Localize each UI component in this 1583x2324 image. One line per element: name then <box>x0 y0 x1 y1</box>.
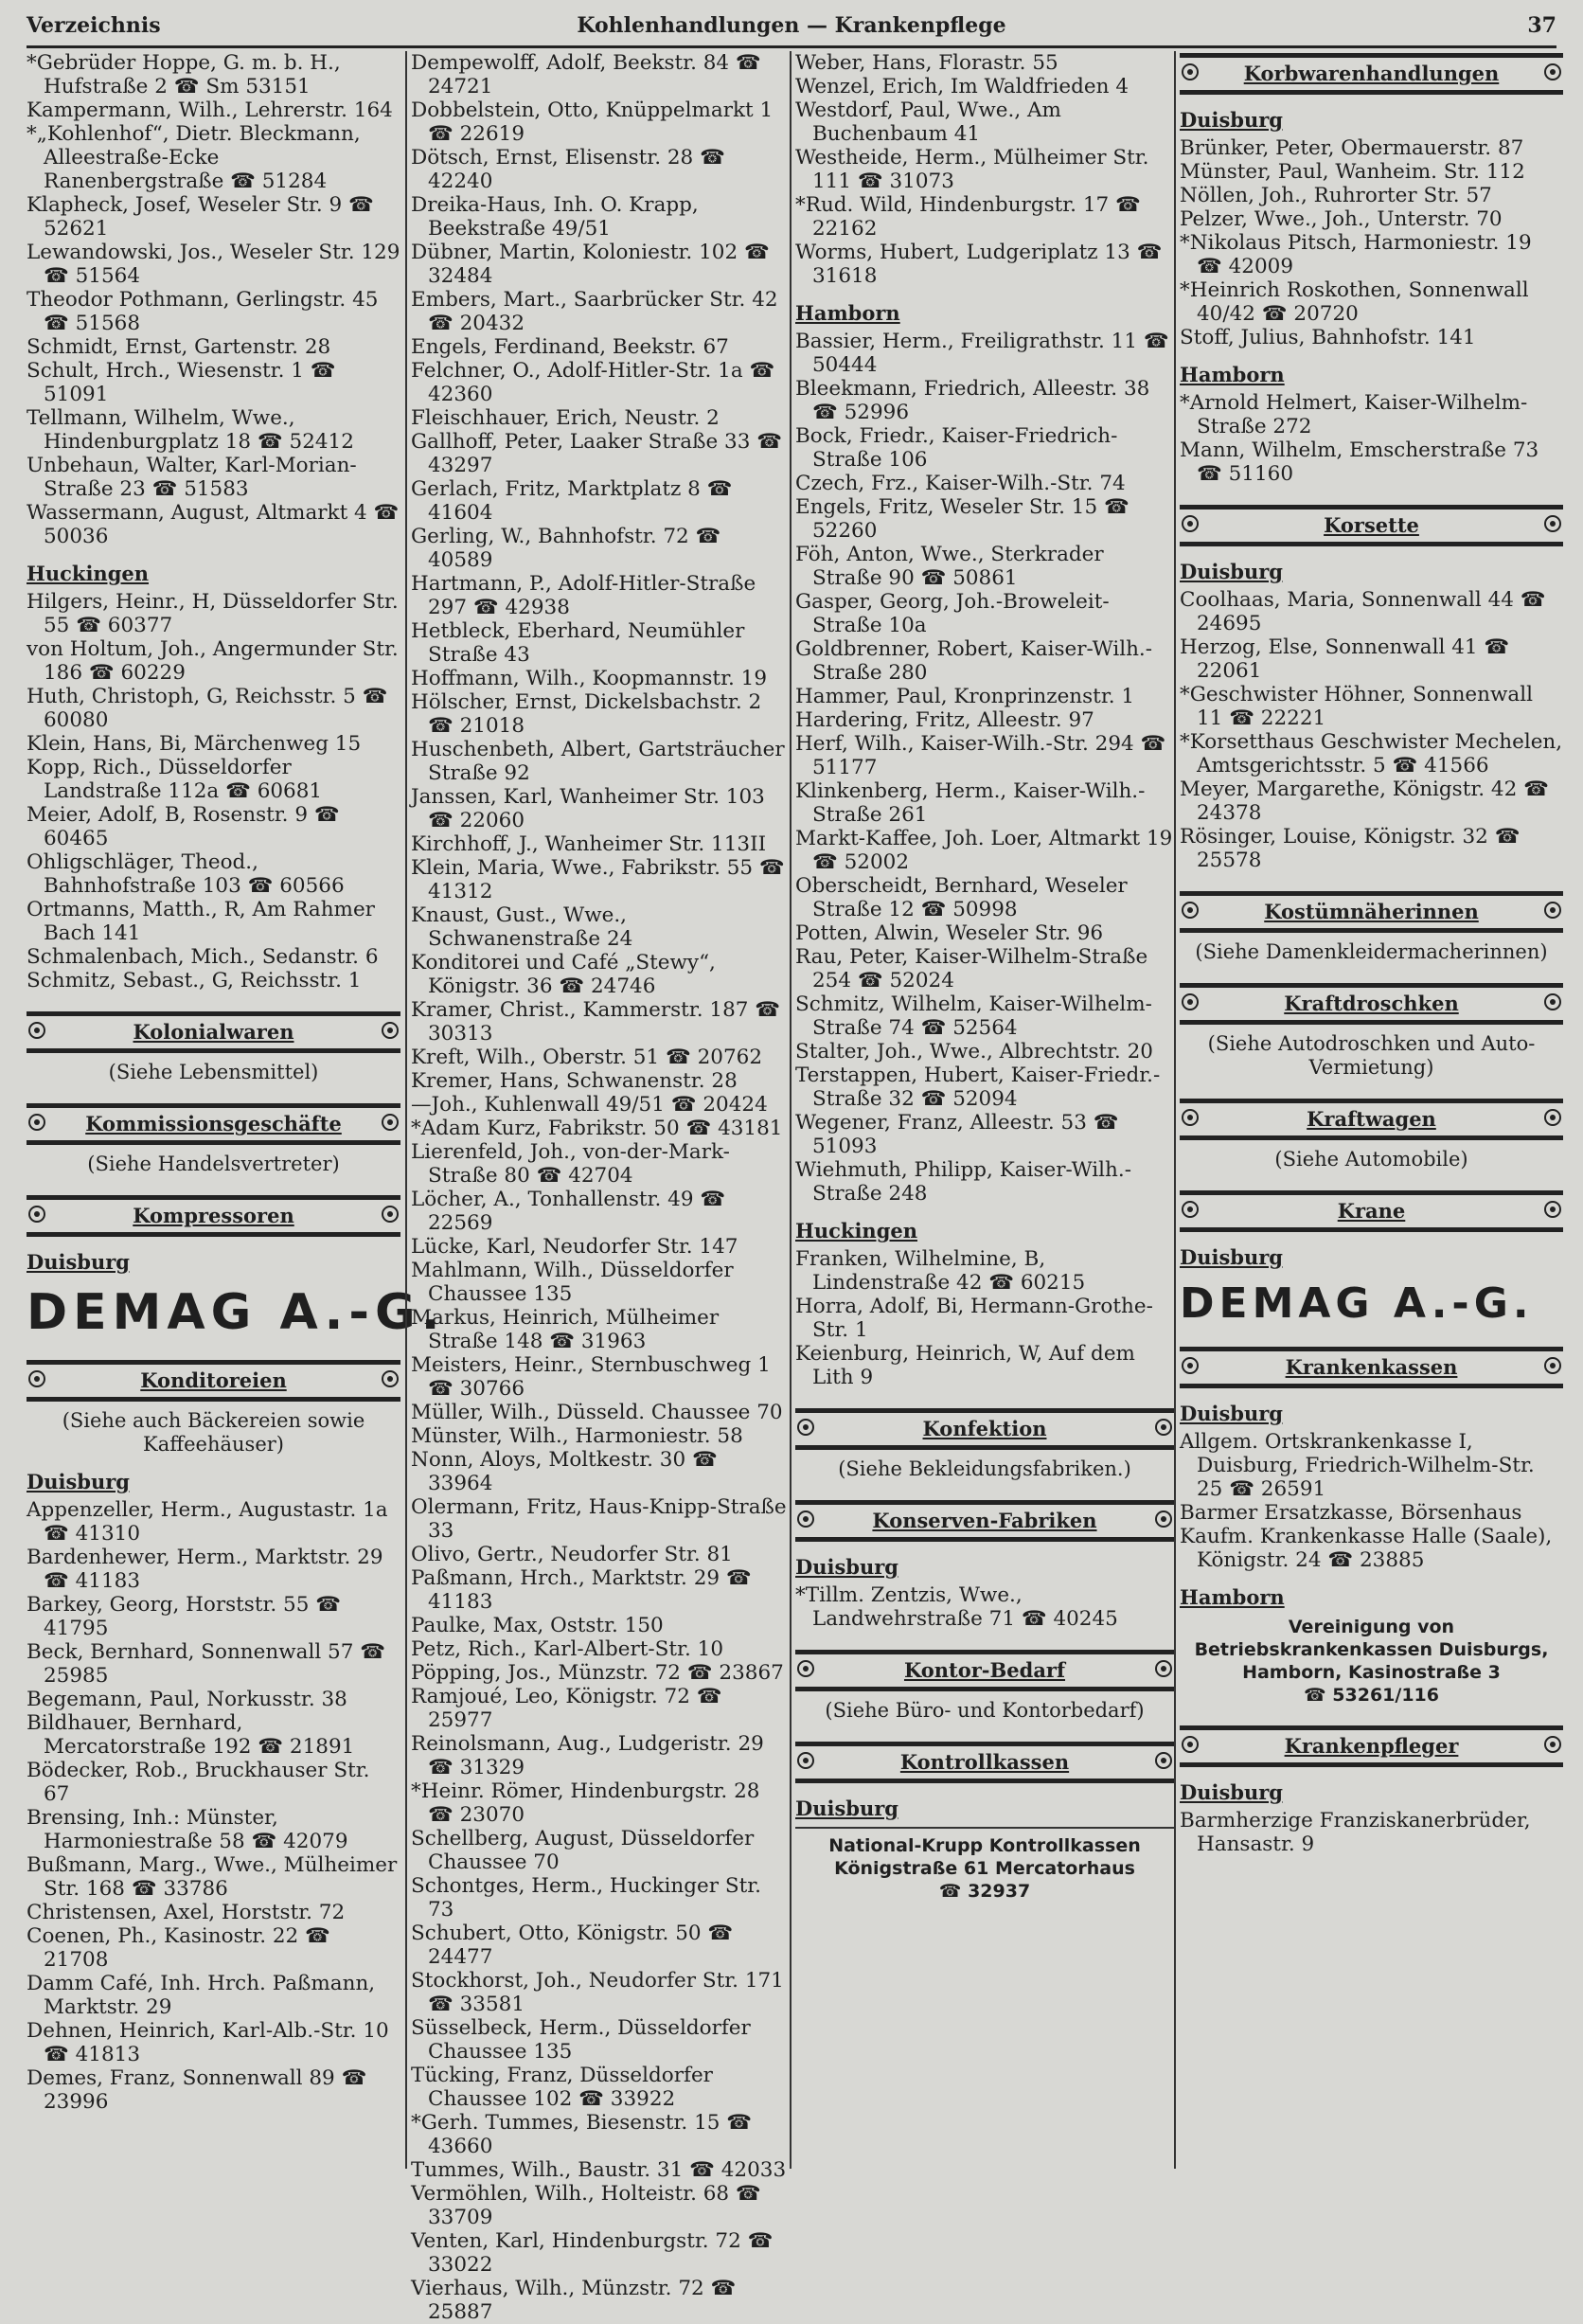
list-item: Schmalenbach, Mich., Sedanstr. 6 <box>27 945 379 969</box>
bullet-icon <box>1544 1357 1561 1374</box>
list-item: Münster, Wilh., Harmoniestr. 58 <box>411 1424 743 1448</box>
list-huckingen <box>795 1247 1174 1389</box>
list-item: Theodor Pothmann, Gerlingstr. 45 ☎ 51568 <box>27 288 379 335</box>
list-item: Mahlmann, Wilh., Düsseldorfer Chaussee 135 <box>411 1259 734 1306</box>
list-item: Stalter, Joh., Wwe., Albrechtstr. 20 <box>795 1040 1153 1064</box>
list-item: Markus, Heinrich, Mülheimer Straße 148 ☎ 31963 <box>411 1306 720 1353</box>
list-item: *Arnold Helmert, Kaiser-Wilhelm-Straße 272 <box>1180 391 1528 438</box>
advertisement <box>1180 1616 1563 1707</box>
bullet-icon <box>1544 993 1561 1010</box>
city-heading: Duisburg <box>1180 560 1283 583</box>
list-item: Dreika-Haus, Inh. O. Krapp, Beekstraße 49/51 <box>411 193 699 241</box>
list-item: Weber, Hans, Florastr. 55 <box>795 51 1058 75</box>
page-number: 37 <box>1527 13 1556 38</box>
list-item: *Adam Kurz, Fabrikstr. 50 ☎ 43181 <box>411 1117 783 1140</box>
list-item: Nöllen, Joh., Ruhrorter Str. 57 <box>1180 184 1492 207</box>
list-item: Horra, Adolf, Bi, Hermann-Grothe-Str. 1 <box>795 1295 1153 1342</box>
ad-line: National-Krupp Kontrollkassen <box>828 1835 1141 1856</box>
category-heading <box>795 1408 1174 1450</box>
list-item: Schellberg, August, Düsseldorfer Chaussee 70 <box>411 1827 755 1874</box>
list-item: Dötsch, Ernst, Elisenstr. 28 ☎ 42240 <box>411 146 725 193</box>
category-title: Kraftwagen <box>1307 1107 1436 1131</box>
list-item: *Heinrich Roskothen, Sonnenwall 40/42 ☎ 20720 <box>1180 278 1529 326</box>
column-1 <box>27 51 446 2169</box>
column-4 <box>1174 51 1563 2169</box>
list-item: Barmer Ersatzkasse, Börsenhaus <box>1180 1501 1522 1525</box>
list-item: Klein, Maria, Wwe., Fabrikstr. 55 ☎ 41312 <box>411 856 785 903</box>
list-item: Gasper, Georg, Joh.-Broweleit-Straße 10a <box>795 590 1110 637</box>
ad-line: ☎ 32937 <box>938 1881 1031 1902</box>
list-item: Barmherzige Franziskanerbrüder, Hansastr. 9 <box>1180 1809 1531 1856</box>
category-title: Krankenkassen <box>1285 1355 1458 1379</box>
category-heading <box>795 1742 1174 1783</box>
demag-ad: DEMAG A.-G. <box>1180 1279 1534 1328</box>
list-item: Barkey, Georg, Horststr. 55 ☎ 41795 <box>27 1593 342 1640</box>
list-item: Paßmann, Hrch., Marktstr. 29 ☎ 41183 <box>411 1566 752 1614</box>
bullet-icon <box>1544 1736 1561 1753</box>
list-item: Ramjoué, Leo, Königstr. 72 ☎ 25977 <box>411 1685 722 1732</box>
list-item: Olermann, Fritz, Haus-Knipp-Straße 33 <box>411 1495 787 1543</box>
bullet-icon <box>1544 1201 1561 1218</box>
bullet-icon <box>382 1206 399 1223</box>
list-item: Klinkenberg, Herm., Kaiser-Wilh.-Straße 261 <box>795 779 1146 827</box>
list-item: Meyer, Margarethe, Königstr. 42 ☎ 24378 <box>1180 778 1549 825</box>
list-item: Embers, Mart., Saarbrücker Str. 42 ☎ 20432 <box>411 288 778 335</box>
ad-line: Königstraße 61 Mercatorhaus <box>834 1858 1135 1879</box>
bullet-icon <box>1155 1419 1172 1436</box>
category-title: Konditoreien <box>140 1368 287 1392</box>
list-item: Vermöhlen, Wilh., Holteistr. 68 ☎ 33709 <box>411 2182 761 2229</box>
category-title: Kommissionsgeschäfte <box>85 1112 342 1135</box>
list-hamborn <box>795 330 1174 1206</box>
bullet-icon <box>1544 63 1561 80</box>
bullet-icon <box>1155 1660 1172 1677</box>
list-korbwaren <box>1180 136 1563 349</box>
city-heading: Hamborn <box>1180 363 1285 386</box>
list-item: Bleekmann, Friedrich, Alleestr. 38 ☎ 52996 <box>795 377 1150 424</box>
list-item: Markt-Kaffee, Joh. Loer, Altmarkt 19 ☎ 52002 <box>795 827 1173 874</box>
list-item: Bock, Friedr., Kaiser-Friedrich-Straße 106 <box>795 424 1118 472</box>
list-item: Oberscheidt, Bernhard, Weseler Straße 12 ☎ 50998 <box>795 874 1128 921</box>
list-item: Hammer, Paul, Kronprinzenstr. 1 <box>795 685 1135 708</box>
list-item: Kopp, Rich., Düsseldorfer Landstraße 112a ☎ 60681 <box>27 756 323 803</box>
city-heading: Duisburg <box>27 1250 130 1274</box>
category-heading <box>1180 1190 1563 1232</box>
category-heading <box>795 1500 1174 1542</box>
category-heading <box>1180 891 1563 933</box>
category-heading <box>795 1650 1174 1691</box>
list-item: Kremer, Hans, Schwanenstr. 28 <box>411 1069 738 1093</box>
list-item: Lewandowski, Jos., Weseler Str. 129 ☎ 51564 <box>27 241 400 288</box>
list-item: Brensing, Inh.: Münster, Harmoniestraße 58 ☎ 42079 <box>27 1806 348 1853</box>
page-header <box>27 8 1556 48</box>
list-item: Begemann, Paul, Norkusstr. 38 <box>27 1688 347 1711</box>
see-reference: (Siehe Damenkleidermacherinnen) <box>1195 940 1548 963</box>
list-item: Keienburg, Heinrich, W, Auf dem Lith 9 <box>795 1342 1135 1389</box>
list-item: Bildhauer, Bernhard, Mercatorstraße 192 ☎ 21891 <box>27 1711 355 1759</box>
city-heading: Duisburg <box>1180 1402 1283 1425</box>
category-heading <box>1180 1725 1563 1767</box>
list-item: *Korsetthaus Geschwister Mechelen, Amtsgerichtsstr. 5 ☎ 41566 <box>1180 730 1563 778</box>
see-reference: (Siehe Automobile) <box>1274 1148 1468 1171</box>
city-heading: Hamborn <box>1180 1585 1285 1609</box>
list-item: Demes, Franz, Sonnenwall 89 ☎ 23996 <box>27 2066 367 2114</box>
category-heading <box>1180 53 1563 95</box>
city-heading: Duisburg <box>795 1555 898 1579</box>
list-item: Petz, Rich., Karl-Albert-Str. 10 <box>411 1637 723 1661</box>
list-item: Engels, Ferdinand, Beekstr. 67 <box>411 335 729 359</box>
list-item: Potten, Alwin, Weseler Str. 96 <box>795 921 1104 945</box>
list-item: Kirchhoff, J., Wanheimer Str. 113II <box>411 832 767 856</box>
list-item: Czech, Frz., Kaiser-Wilh.-Str. 74 <box>795 472 1126 495</box>
city-heading: Huckingen <box>795 1219 918 1242</box>
bullet-icon <box>382 1370 399 1387</box>
list-item: *Heinr. Römer, Hindenburgstr. 28 ☎ 23070 <box>411 1779 760 1827</box>
list-item: Coenen, Ph., Kasinostr. 22 ☎ 21708 <box>27 1924 330 1972</box>
demag-ad: DEMAG A.-G. <box>27 1284 446 1341</box>
list-korsette <box>1180 588 1563 872</box>
list-item: Schmidt, Ernst, Gartenstr. 28 <box>27 335 331 359</box>
category-title: Korsette <box>1324 513 1419 537</box>
list-item: Brünker, Peter, Obermauerstr. 87 <box>1180 136 1524 160</box>
category-heading <box>27 1360 400 1402</box>
list-item: Meier, Adolf, B, Rosenstr. 9 ☎ 60465 <box>27 803 340 850</box>
list-top <box>795 51 1174 288</box>
bullet-icon <box>1544 1109 1561 1126</box>
list-item: Kampermann, Wilh., Lehrerstr. 164 <box>27 98 393 122</box>
list-konserven <box>795 1583 1174 1631</box>
list-item: Engels, Fritz, Weseler Str. 15 ☎ 52260 <box>795 495 1129 543</box>
list-item: Damm Café, Inh. Hrch. Paßmann, Marktstr. 29 <box>27 1972 376 2019</box>
list-item: Ohligschläger, Theod., Bahnhofstraße 103 ☎ 60566 <box>27 850 345 898</box>
list-item: Herzog, Else, Sonnenwall 41 ☎ 22061 <box>1180 635 1510 683</box>
list-item: Hardering, Fritz, Alleestr. 97 <box>795 708 1094 732</box>
list-item: Nonn, Aloys, Moltkestr. 30 ☎ 33964 <box>411 1448 718 1495</box>
list-item: Kaufm. Krankenkasse Halle (Saale), Königstr. 24 ☎ 23885 <box>1180 1525 1553 1572</box>
list-item: *„Kohlenhof“, Dietr. Bleckmann, Alleestraße-Ecke Ranenbergstraße ☎ 51284 <box>27 122 361 193</box>
category-heading <box>1180 1347 1563 1388</box>
list-item: von Holtum, Joh., Angermunder Str. 186 ☎ 60229 <box>27 637 399 685</box>
list-korbwaren-hamborn <box>1180 391 1563 486</box>
city-heading: Duisburg <box>1180 108 1283 132</box>
list-item: Tellmann, Wilhelm, Wwe., Hindenburgplatz 18 ☎ 52412 <box>27 406 354 454</box>
list-item: Wiehmuth, Philipp, Kaiser-Wilh.-Straße 248 <box>795 1158 1131 1206</box>
list-item: Hetbleck, Eberhard, Neumühler Straße 43 <box>411 619 745 667</box>
list-item: Löcher, A., Tonhallenstr. 49 ☎ 22569 <box>411 1188 726 1235</box>
list-item: Konditorei und Café „Stewy“, Königstr. 36 ☎ 24746 <box>411 951 716 998</box>
city-heading: Duisburg <box>795 1797 898 1820</box>
list-item: Hölscher, Ernst, Dickelsbachstr. 2 ☎ 21018 <box>411 690 762 738</box>
list-item: Goldbrenner, Robert, Kaiser-Wilh.-Straße 280 <box>795 637 1153 685</box>
list-item: —Joh., Kuhlenwall 49/51 ☎ 20424 <box>411 1093 768 1117</box>
category-title: Kraftdroschken <box>1284 992 1459 1015</box>
category-heading <box>27 1195 400 1237</box>
list-item: Westheide, Herm., Mülheimer Str. 111 ☎ 31073 <box>795 146 1149 193</box>
list-item: Kreft, Wilh., Oberstr. 51 ☎ 20762 <box>411 1046 763 1069</box>
city-heading: Duisburg <box>1180 1780 1283 1804</box>
list-konditoreien <box>27 1498 400 2114</box>
category-title: Kompressoren <box>133 1204 294 1227</box>
list-item: Worms, Hubert, Ludgeriplatz 13 ☎ 31618 <box>795 241 1163 288</box>
list-item: *Tillm. Zentzis, Wwe., Landwehrstraße 71 ☎ 40245 <box>795 1583 1118 1631</box>
list-item: Knaust, Gust., Wwe., Schwanenstraße 24 <box>411 903 633 951</box>
list-item: Gerlach, Fritz, Marktplatz 8 ☎ 41604 <box>411 477 733 525</box>
bullet-icon <box>1155 1752 1172 1769</box>
list-item: Appenzeller, Herm., Augustastr. 1a ☎ 41310 <box>27 1498 388 1546</box>
list-item: Süsselbeck, Herm., Düsseldorfer Chaussee 135 <box>411 2016 751 2064</box>
list-item: Schmitz, Sebast., G, Reichsstr. 1 <box>27 969 362 992</box>
list-item: Franken, Wilhelmine, B, Lindenstraße 42 ☎ 60215 <box>795 1247 1086 1295</box>
list-item: Terstappen, Hubert, Kaiser-Friedr.-Straße 32 ☎ 52094 <box>795 1064 1161 1111</box>
list-item: Schmitz, Wilhelm, Kaiser-Wilhelm-Straße 74 ☎ 52564 <box>795 992 1152 1040</box>
list-item: *Rud. Wild, Hindenburgstr. 17 ☎ 22162 <box>795 193 1141 241</box>
list-item: Wegener, Franz, Alleestr. 53 ☎ 51093 <box>795 1111 1119 1158</box>
list-item: Föh, Anton, Wwe., Sterkrader Straße 90 ☎ 50861 <box>795 543 1104 590</box>
list-item: Lücke, Karl, Neudorfer Str. 147 <box>411 1235 738 1259</box>
list-item: Bardenhewer, Herm., Marktstr. 29 ☎ 41183 <box>27 1546 383 1593</box>
list-item: *Gerh. Tummes, Biesenstr. 15 ☎ 43660 <box>411 2111 753 2158</box>
list-item: Wassermann, August, Altmarkt 4 ☎ 50036 <box>27 501 400 548</box>
list-item: Ortmanns, Matth., R, Am Rahmer Bach 141 <box>27 898 375 945</box>
list-item: Münster, Paul, Wanheim. Str. 112 <box>1180 160 1525 184</box>
category-title: Korbwarenhandlungen <box>1243 62 1500 85</box>
category-heading <box>27 1103 400 1145</box>
list-item: Herf, Wilh., Kaiser-Wilh.-Str. 294 ☎ 51177 <box>795 732 1166 779</box>
list-item: Unbehaun, Walter, Karl-Morian-Straße 23 ☎ 51583 <box>27 454 357 501</box>
list-item: Gallhoff, Peter, Laaker Straße 33 ☎ 43297 <box>411 430 783 477</box>
column-2 <box>405 51 788 2324</box>
list-item: Lierenfeld, Joh., von-der-Mark-Straße 80 ☎ 42704 <box>411 1140 730 1188</box>
city-heading: Duisburg <box>1180 1245 1283 1269</box>
list-item: Janssen, Karl, Wanheimer Str. 103 ☎ 22060 <box>411 785 765 832</box>
list-item: *Gebrüder Hoppe, G. m. b. H., Hufstraße 2 ☎ Sm 53151 <box>27 51 341 98</box>
list-item: Tücking, Franz, Düsseldorfer Chaussee 102 ☎ 33922 <box>411 2064 713 2111</box>
list-item: Pöpping, Jos., Münzstr. 72 ☎ 23867 <box>411 1661 784 1685</box>
bullet-icon <box>1155 1511 1172 1528</box>
bullet-icon <box>1544 902 1561 919</box>
list-item: Meisters, Heinr., Sternbuschweg 1 ☎ 30766 <box>411 1353 771 1401</box>
list-item: Pelzer, Wwe., Joh., Unterstr. 70 <box>1180 207 1503 231</box>
list-item: Klein, Hans, Bi, Märchenweg 15 <box>27 732 362 756</box>
list-item: Hoffmann, Wilh., Koopmannstr. 19 <box>411 667 768 690</box>
advertisement <box>795 1827 1174 1903</box>
list-item: Schult, Hrch., Wiesenstr. 1 ☎ 51091 <box>27 359 336 406</box>
see-reference: (Siehe Autodroschken und Auto-Vermietung) <box>1207 1032 1536 1079</box>
list-item: Schubert, Otto, Königstr. 50 ☎ 24477 <box>411 1922 734 1969</box>
list-item: Rau, Peter, Kaiser-Wilhelm-Straße 254 ☎ 52024 <box>795 945 1148 992</box>
list-item: Paulke, Max, Oststr. 150 <box>411 1614 664 1637</box>
list-item: Hilgers, Heinr., H, Düsseldorfer Str. 55 ☎ 60377 <box>27 590 399 637</box>
list-item: Bassier, Herm., Freiligrathstr. 11 ☎ 50444 <box>795 330 1169 377</box>
category-heading <box>1180 505 1563 546</box>
header-section: Verzeichnis <box>27 13 161 38</box>
city-heading: Hamborn <box>795 301 900 325</box>
list-item: Dübner, Martin, Koloniestr. 102 ☎ 32484 <box>411 241 770 288</box>
bullet-icon <box>382 1114 399 1131</box>
category-heading <box>1180 983 1563 1025</box>
see-reference: (Siehe Lebensmittel) <box>108 1061 319 1083</box>
list-item: Olivo, Gertr., Neudorfer Str. 81 <box>411 1543 733 1566</box>
list-top <box>27 51 400 548</box>
category-title: Kostümnäherinnen <box>1264 900 1479 923</box>
list-item: Müller, Wilh., Düsseld. Chaussee 70 <box>411 1401 783 1424</box>
list-item: Stockhorst, Joh., Neudorfer Str. 171 ☎ 33581 <box>411 1969 784 2016</box>
list-konditoreien-cont <box>411 51 788 2324</box>
city-heading: Duisburg <box>27 1470 130 1493</box>
list-item: Dempewolff, Adolf, Beekstr. 84 ☎ 24721 <box>411 51 761 98</box>
category-title: Kontrollkassen <box>899 1750 1070 1774</box>
list-item: Hartmann, P., Adolf-Hitler-Straße 297 ☎ 42938 <box>411 572 756 619</box>
list-item: Tummes, Wilh., Baustr. 31 ☎ 42033 <box>411 2158 787 2182</box>
category-title: Konfektion <box>922 1417 1047 1440</box>
list-item: Bödecker, Rob., Bruckhauser Str. 67 <box>27 1759 370 1806</box>
list-item: Vierhaus, Wilh., Münzstr. 72 ☎ 25887 <box>411 2277 737 2324</box>
list-item: Coolhaas, Maria, Sonnenwall 44 ☎ 24695 <box>1180 588 1546 635</box>
list-item: Allgem. Ortskrankenkasse I, Duisburg, Friedrich-Wilhelm-Str. 25 ☎ 26591 <box>1180 1430 1535 1501</box>
category-title: Krane <box>1337 1199 1406 1223</box>
list-item: Gerling, W., Bahnhofstr. 72 ☎ 40589 <box>411 525 721 572</box>
list-item: Reinolsmann, Aug., Ludgeristr. 29 ☎ 31329 <box>411 1732 764 1779</box>
category-heading <box>27 1011 400 1053</box>
list-item: Wenzel, Erich, Im Waldfrieden 4 <box>795 75 1129 98</box>
list-item: Felchner, O., Adolf-Hitler-Str. 1a ☎ 42360 <box>411 359 775 406</box>
list-item: Huschenbeth, Albert, Gartsträucher Straße 92 <box>411 738 785 785</box>
see-reference: (Siehe Handelsvertreter) <box>87 1153 340 1175</box>
list-item: Christensen, Axel, Horststr. 72 <box>27 1901 346 1924</box>
list-item: *Geschwister Höhner, Sonnenwall 11 ☎ 22221 <box>1180 683 1533 730</box>
see-reference: (Siehe auch Bäckereien sowie Kaffeehäuser) <box>62 1409 365 1456</box>
list-item: Schontges, Herm., Huckinger Str. 73 <box>411 1874 761 1922</box>
bullet-icon <box>1544 515 1561 532</box>
ad-line: ☎ 53261/116 <box>1304 1685 1439 1706</box>
column-3 <box>790 51 1174 2169</box>
category-title: Konserven-Fabriken <box>872 1509 1097 1532</box>
list-item: Kramer, Christ., Kammerstr. 187 ☎ 30313 <box>411 998 781 1046</box>
ad-line: Hamborn, Kasinostraße 3 <box>1242 1662 1501 1683</box>
category-title: Krankenpfleger <box>1284 1734 1459 1758</box>
list-item: Venten, Karl, Hindenburgstr. 72 ☎ 33022 <box>411 2229 774 2277</box>
list-item: Dobbelstein, Otto, Knüppelmarkt 1 ☎ 22619 <box>411 98 774 146</box>
list-item: Huth, Christoph, G, Reichsstr. 5 ☎ 60080 <box>27 685 388 732</box>
see-reference: (Siehe Bekleidungsfabriken.) <box>838 1457 1131 1480</box>
list-item: Beck, Bernhard, Sonnenwall 57 ☎ 25985 <box>27 1640 386 1688</box>
list-item: Rösinger, Louise, Königstr. 32 ☎ 25578 <box>1180 825 1521 872</box>
list-item: Stoff, Julius, Bahnhofstr. 141 <box>1180 326 1476 349</box>
category-heading <box>1180 1099 1563 1140</box>
list-item: Fleischhauer, Erich, Neustr. 2 <box>411 406 720 430</box>
category-title: Kontor-Bedarf <box>903 1658 1066 1682</box>
list-huckingen <box>27 590 400 992</box>
list-item: *Nikolaus Pitsch, Harmoniestr. 19 ☎ 42009 <box>1180 231 1532 278</box>
list-item: Mann, Wilhelm, Emscherstraße 73 ☎ 51160 <box>1180 438 1539 486</box>
category-title: Kolonialwaren <box>133 1020 294 1044</box>
list-item: Klapheck, Josef, Weseler Str. 9 ☎ 52621 <box>27 193 374 241</box>
header-title: Kohlenhandlungen — Krankenpflege <box>577 13 1006 38</box>
list-item: Westdorf, Paul, Wwe., Am Buchenbaum 41 <box>795 98 1061 146</box>
ad-line: Vereinigung von Betriebskrankenkassen Duisburgs, <box>1194 1617 1549 1660</box>
list-krankenpfleger <box>1180 1809 1563 1856</box>
bullet-icon <box>382 1022 399 1039</box>
see-reference: (Siehe Büro- und Kontorbedarf) <box>825 1699 1145 1722</box>
list-krankenkassen <box>1180 1430 1563 1572</box>
list-item: Dehnen, Heinrich, Karl-Alb.-Str. 10 ☎ 41813 <box>27 2019 389 2066</box>
city-heading: Huckingen <box>27 562 150 585</box>
list-item: Bußmann, Marg., Wwe., Mülheimer Str. 168 ☎ 33786 <box>27 1853 398 1901</box>
